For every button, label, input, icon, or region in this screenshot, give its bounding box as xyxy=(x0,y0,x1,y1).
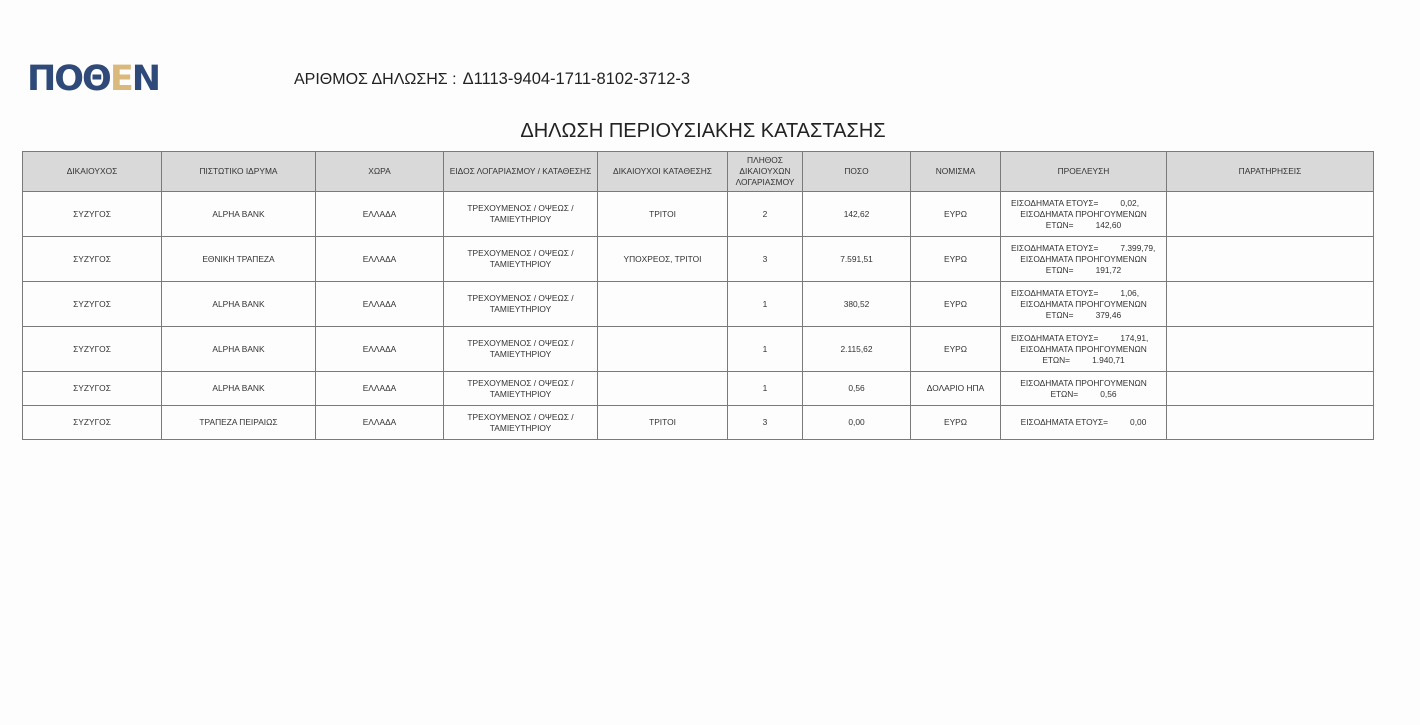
cell-co-holders: ΥΠΟΧΡΕΟΣ, ΤΡΙΤΟΙ xyxy=(598,237,728,282)
logo-text-pre: ΠΟΘ xyxy=(27,59,110,99)
prov-line1-label: ΕΙΣΟΔΗΜΑΤΑ ΕΤΟΥΣ= xyxy=(1011,332,1099,343)
cell-amount: 0,56 xyxy=(803,372,911,406)
col-header: ΠΛΗΘΟΣ ΔΙΚΑΙΟΥΧΩΝ ΛΟΓΑΡΙΑΣΜΟΥ xyxy=(728,152,803,192)
cell-currency: ΕΥΡΩ xyxy=(911,237,1001,282)
cell-notes xyxy=(1167,237,1374,282)
cell-count: 1 xyxy=(728,282,803,327)
cell-bank: ALPHA BANK xyxy=(162,192,316,237)
cell-bank: ΕΘΝΙΚΗ ΤΡΑΠΕΖΑ xyxy=(162,237,316,282)
cell-co-holders xyxy=(598,372,728,406)
cell-currency: ΔΟΛΑΡΙΟ ΗΠΑ xyxy=(911,372,1001,406)
prov-line3-label: ΕΤΩΝ= xyxy=(1045,309,1074,320)
table-row xyxy=(23,282,1374,327)
assets-table xyxy=(22,151,1374,440)
cell-country: ΕΛΛΑΔΑ xyxy=(316,406,444,440)
declaration-number xyxy=(294,70,690,89)
cell-notes xyxy=(1167,372,1374,406)
cell-notes xyxy=(1167,282,1374,327)
prov-line3-label: ΕΤΩΝ= xyxy=(1050,388,1079,399)
cell-co-holders: ΤΡΙΤΟΙ xyxy=(598,192,728,237)
prov-line3-label: ΕΤΩΝ= xyxy=(1045,264,1074,275)
cell-amount: 0,00 xyxy=(803,406,911,440)
cell-count: 2 xyxy=(728,192,803,237)
cell-type: ΤΡΕΧΟΥΜΕΝΟΣ / ΟΨΕΩΣ / ΤΑΜΙΕΥΤΗΡΙΟΥ xyxy=(444,192,598,237)
cell-type: ΤΡΕΧΟΥΜΕΝΟΣ / ΟΨΕΩΣ / ΤΑΜΙΕΥΤΗΡΙΟΥ xyxy=(444,282,598,327)
prov-line2-label: ΕΙΣΟΔΗΜΑΤΑ ΠΡΟΗΓΟΥΜΕΝΩΝ xyxy=(1020,377,1147,388)
cell-count: 3 xyxy=(728,406,803,440)
cell-holder: ΣΥΖΥΓΟΣ xyxy=(23,327,162,372)
cell-provenance xyxy=(1001,282,1167,327)
cell-notes xyxy=(1167,192,1374,237)
cell-amount: 142,62 xyxy=(803,192,911,237)
cell-holder: ΣΥΖΥΓΟΣ xyxy=(23,237,162,282)
cell-co-holders xyxy=(598,282,728,327)
prov-line1-value: 0,00 xyxy=(1130,417,1147,427)
prov-line1-label: ΕΙΣΟΔΗΜΑΤΑ ΕΤΟΥΣ= xyxy=(1020,417,1109,427)
cell-amount: 2.115,62 xyxy=(803,327,911,372)
table-row xyxy=(23,327,1374,372)
cell-provenance xyxy=(1001,192,1167,237)
prov-line3-value: 191,72 xyxy=(1095,264,1122,275)
cell-country: ΕΛΛΑΔΑ xyxy=(316,237,444,282)
cell-bank: ALPHA BANK xyxy=(162,372,316,406)
cell-count: 1 xyxy=(728,372,803,406)
cell-country: ΕΛΛΑΔΑ xyxy=(316,282,444,327)
table-row xyxy=(23,192,1374,237)
col-header: ΔΙΚΑΙΟΥΧΟΣ xyxy=(23,152,162,192)
col-header: ΕΙΔΟΣ ΛΟΓΑΡΙΑΣΜΟΥ / ΚΑΤΑΘΕΣΗΣ xyxy=(444,152,598,192)
cell-count: 1 xyxy=(728,327,803,372)
prov-line2-label: ΕΙΣΟΔΗΜΑΤΑ ΠΡΟΗΓΟΥΜΕΝΩΝ xyxy=(1020,343,1147,354)
poten-logo xyxy=(27,59,160,99)
cell-amount: 380,52 xyxy=(803,282,911,327)
cell-type: ΤΡΕΧΟΥΜΕΝΟΣ / ΟΨΕΩΣ / ΤΑΜΙΕΥΤΗΡΙΟΥ xyxy=(444,406,598,440)
cell-currency: ΕΥΡΩ xyxy=(911,406,1001,440)
cell-bank: ΤΡΑΠΕΖΑ ΠΕΙΡΑΙΩΣ xyxy=(162,406,316,440)
cell-currency: ΕΥΡΩ xyxy=(911,192,1001,237)
col-header: ΔΙΚΑΙΟΥΧΟΙ ΚΑΤΑΘΕΣΗΣ xyxy=(598,152,728,192)
cell-notes xyxy=(1167,406,1374,440)
cell-currency: ΕΥΡΩ xyxy=(911,282,1001,327)
prov-line1-value: 174,91, xyxy=(1120,332,1149,343)
cell-co-holders xyxy=(598,327,728,372)
cell-provenance xyxy=(1001,237,1167,282)
cell-type: ΤΡΕΧΟΥΜΕΝΟΣ / ΟΨΕΩΣ / ΤΑΜΙΕΥΤΗΡΙΟΥ xyxy=(444,372,598,406)
cell-provenance xyxy=(1001,372,1167,406)
cell-currency: ΕΥΡΩ xyxy=(911,327,1001,372)
cell-country: ΕΛΛΑΔΑ xyxy=(316,192,444,237)
cell-country: ΕΛΛΑΔΑ xyxy=(316,372,444,406)
table-header-row xyxy=(23,152,1374,192)
prov-line2-label: ΕΙΣΟΔΗΜΑΤΑ ΠΡΟΗΓΟΥΜΕΝΩΝ xyxy=(1020,208,1147,219)
prov-line3-value: 1.940,71 xyxy=(1092,354,1125,365)
prov-line1-value: 0,02, xyxy=(1120,197,1140,208)
cell-holder: ΣΥΖΥΓΟΣ xyxy=(23,192,162,237)
prov-line3-value: 379,46 xyxy=(1095,309,1122,320)
cell-holder: ΣΥΖΥΓΟΣ xyxy=(23,282,162,327)
cell-notes xyxy=(1167,327,1374,372)
cell-bank: ALPHA BANK xyxy=(162,282,316,327)
cell-bank: ALPHA BANK xyxy=(162,327,316,372)
prov-line3-label: ΕΤΩΝ= xyxy=(1045,219,1074,230)
table-row xyxy=(23,372,1374,406)
logo-text-e: Ε xyxy=(109,59,132,99)
table-row xyxy=(23,237,1374,282)
prov-line2-label: ΕΙΣΟΔΗΜΑΤΑ ΠΡΟΗΓΟΥΜΕΝΩΝ xyxy=(1020,298,1147,309)
prov-line1-label: ΕΙΣΟΔΗΜΑΤΑ ΕΤΟΥΣ= xyxy=(1011,287,1099,298)
col-header: ΧΩΡΑ xyxy=(316,152,444,192)
col-header: ΠΑΡΑΤΗΡΗΣΕΙΣ xyxy=(1167,152,1374,192)
declaration-number-value: Δ1113-9404-1711-8102-3712-3 xyxy=(462,70,691,88)
prov-line3-value: 142,60 xyxy=(1095,219,1122,230)
table-row xyxy=(23,406,1374,440)
prov-line1-value: 7.399,79, xyxy=(1120,242,1156,253)
declaration-number-label: ΑΡΙΘΜΟΣ ΔΗΛΩΣΗΣ : xyxy=(294,71,457,88)
cell-amount: 7.591,51 xyxy=(803,237,911,282)
prov-line3-label: ΕΤΩΝ= xyxy=(1042,354,1071,365)
cell-count: 3 xyxy=(728,237,803,282)
cell-holder: ΣΥΖΥΓΟΣ xyxy=(23,372,162,406)
cell-provenance xyxy=(1001,327,1167,372)
prov-line1-value: 1,06, xyxy=(1120,287,1140,298)
cell-co-holders: ΤΡΙΤΟΙ xyxy=(598,406,728,440)
col-header: ΠΡΟΕΛΕΥΣΗ xyxy=(1001,152,1167,192)
prov-line3-value: 0,56 xyxy=(1100,388,1117,399)
cell-holder: ΣΥΖΥΓΟΣ xyxy=(23,406,162,440)
prov-line1-label: ΕΙΣΟΔΗΜΑΤΑ ΕΤΟΥΣ= xyxy=(1011,197,1099,208)
col-header: ΠΟΣΟ xyxy=(803,152,911,192)
cell-type: ΤΡΕΧΟΥΜΕΝΟΣ / ΟΨΕΩΣ / ΤΑΜΙΕΥΤΗΡΙΟΥ xyxy=(444,327,598,372)
prov-line2-label: ΕΙΣΟΔΗΜΑΤΑ ΠΡΟΗΓΟΥΜΕΝΩΝ xyxy=(1020,253,1147,264)
cell-type: ΤΡΕΧΟΥΜΕΝΟΣ / ΟΨΕΩΣ / ΤΑΜΙΕΥΤΗΡΙΟΥ xyxy=(444,237,598,282)
prov-line1-label: ΕΙΣΟΔΗΜΑΤΑ ΕΤΟΥΣ= xyxy=(1011,242,1099,253)
col-header: ΝΟΜΙΣΜΑ xyxy=(911,152,1001,192)
page-title: ΔΗΛΩΣΗ ΠΕΡΙΟΥΣΙΑΚΗΣ ΚΑΤΑΣΤΑΣΗΣ xyxy=(520,120,886,142)
logo-text-n: Ν xyxy=(131,59,160,99)
col-header: ΠΙΣΤΩΤΙΚΟ ΙΔΡΥΜΑ xyxy=(162,152,316,192)
cell-provenance xyxy=(1001,406,1167,440)
cell-country: ΕΛΛΑΔΑ xyxy=(316,327,444,372)
